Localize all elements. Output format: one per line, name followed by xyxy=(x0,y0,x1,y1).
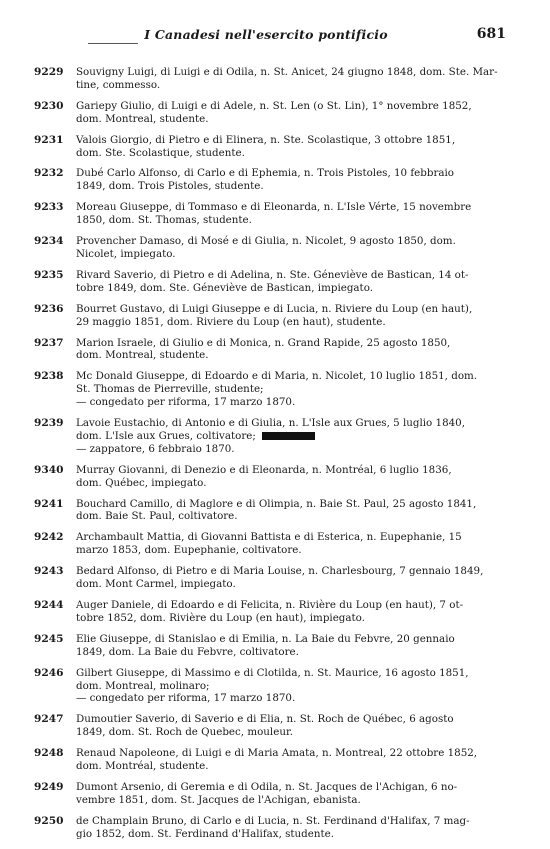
entry-text xyxy=(76,100,504,126)
register-entry xyxy=(34,417,504,456)
entry-number: 9234 xyxy=(34,235,64,248)
entry-line: dom. L'Isle aux Grues, coltivatore; xyxy=(76,430,504,443)
entry-line: tobre 1852, dom. Rivière du Loup (en haut), impiegato. xyxy=(76,611,365,624)
running-title: I Canadesi nell'esercito pontificio xyxy=(144,27,388,42)
entry-number: 9230 xyxy=(34,99,64,112)
entry-number: 9235 xyxy=(34,268,64,281)
page-number: 681 xyxy=(476,26,506,42)
entry-line: dom. Montreal, molinaro; xyxy=(76,679,210,692)
entry-number: 9340 xyxy=(34,463,64,476)
entry-line: dom. Québec, impiegato. xyxy=(76,476,207,489)
entry-number: 9243 xyxy=(34,565,64,578)
register-entry xyxy=(34,667,504,706)
register-entry xyxy=(34,633,504,659)
entry-text xyxy=(76,66,504,92)
entry-line: gio 1852, dom. St. Ferdinand d'Halifax, studente. xyxy=(76,827,335,840)
entry-text xyxy=(76,531,504,557)
register-entry xyxy=(34,565,504,591)
entry-line: Archambault Mattia, di Giovanni Battista e di Esterica, n. Eupephanie, 15 xyxy=(76,531,462,544)
entry-text xyxy=(76,713,504,739)
register-entry xyxy=(34,167,504,193)
entry-text xyxy=(76,201,504,227)
entry-text xyxy=(76,633,504,659)
entry-line: — congedato per riforma, 17 marzo 1870. xyxy=(76,396,296,409)
entry-number: 9238 xyxy=(34,370,64,383)
entry-line: Nicolet, impiegato. xyxy=(76,247,176,260)
entry-number: 9232 xyxy=(34,167,64,180)
entry-number: 9231 xyxy=(34,133,64,146)
entry-line: 29 maggio 1851, dom. Riviere du Loup (en haut), studente. xyxy=(76,315,386,328)
entry-line: dom. Baie St. Paul, coltivatore. xyxy=(76,510,238,523)
entry-line: Lavoie Eustachio, di Antonio e di Giulia, n. L'Isle aux Grues, 5 luglio 1840, xyxy=(76,417,465,430)
entry-text xyxy=(76,235,504,261)
entry-number: 9237 xyxy=(34,336,64,349)
register-entry xyxy=(34,303,504,329)
register-entry xyxy=(34,781,504,807)
page-header xyxy=(26,26,506,46)
entry-number: 9248 xyxy=(34,747,64,760)
entry-line: vembre 1851, dom. St. Jacques de l'Achigan, ebanista. xyxy=(76,793,361,806)
entry-number: 9242 xyxy=(34,531,64,544)
entry-text xyxy=(76,337,504,363)
register-entries xyxy=(34,66,504,849)
register-entry xyxy=(34,599,504,625)
entry-line: Gariepy Giulio, di Luigi e di Adele, n. St. Len (o St. Lin), 1° novembre 1852, xyxy=(76,99,472,112)
register-entry xyxy=(34,269,504,295)
entry-number: 9247 xyxy=(34,713,64,726)
entry-number: 9249 xyxy=(34,780,64,793)
entry-line: dom. Mont Carmel, impiegato. xyxy=(76,578,236,591)
register-entry xyxy=(34,235,504,261)
entry-line: 1849, dom. Trois Pistoles, studente. xyxy=(76,180,264,193)
register-entry xyxy=(34,66,504,92)
entry-line: dom. Montreal, studente. xyxy=(76,112,209,125)
entry-number: 9236 xyxy=(34,302,64,315)
register-entry xyxy=(34,100,504,126)
register-entry xyxy=(34,134,504,160)
entry-text xyxy=(76,417,504,456)
entry-number: 9239 xyxy=(34,417,64,430)
entry-line: Souvigny Luigi, di Luigi e di Odila, n. St. Anicet, 24 giugno 1848, dom. Ste. Mar- xyxy=(76,66,498,78)
entry-line: Elie Giuseppe, di Stanislao e di Emilia, n. La Baie du Febvre, 20 gennaio xyxy=(76,632,455,645)
entry-line: 1849, dom. La Baie du Febvre, coltivatore. xyxy=(76,645,299,658)
entry-text xyxy=(76,134,504,160)
entry-line: tobre 1849, dom. Ste. Géneviève de Bastican, impiegato. xyxy=(76,281,373,294)
entry-line: dom. Montreal, studente. xyxy=(76,349,209,362)
register-entry xyxy=(34,464,504,490)
entry-line: dom. Montréal, studente. xyxy=(76,760,209,773)
entry-number: 9244 xyxy=(34,599,64,611)
entry-line: Bourret Gustavo, di Luigi Giuseppe e di Lucia, n. Riviere du Loup (en haut), xyxy=(76,302,473,315)
register-entry xyxy=(34,201,504,227)
entry-line: Valois Giorgio, di Pietro e di Elinera, n. Ste. Scolastique, 3 ottobre 1851, xyxy=(76,133,456,146)
entry-text xyxy=(76,667,504,706)
entry-number: 9229 xyxy=(34,66,64,78)
entry-line: — congedato per riforma, 17 marzo 1870. xyxy=(76,692,296,705)
entry-line: de Champlain Bruno, di Carlo e di Lucia, n. St. Ferdinand d'Halifax, 7 mag- xyxy=(76,814,470,827)
register-entry xyxy=(34,337,504,363)
header-rule xyxy=(88,43,138,44)
entry-line: — zappatore, 6 febbraio 1870. xyxy=(76,442,235,455)
entry-line: Dumoutier Saverio, di Saverio e di Elia, n. St. Roch de Québec, 6 agosto xyxy=(76,713,454,726)
entry-number: 9233 xyxy=(34,201,64,214)
entry-line: Auger Daniele, di Edoardo e di Felicita, n. Rivière du Loup (en haut), 7 ot- xyxy=(76,599,464,611)
entry-text xyxy=(76,303,504,329)
entry-line: Murray Giovanni, di Denezio e di Eleonarda, n. Montréal, 6 luglio 1836, xyxy=(76,463,452,476)
entry-text xyxy=(76,815,504,841)
entry-number: 9246 xyxy=(34,666,64,679)
register-entry xyxy=(34,747,504,773)
entry-line: dom. Ste. Scolastique, studente. xyxy=(76,146,245,159)
entry-line: Bedard Alfonso, di Pietro e di Maria Louise, n. Charlesbourg, 7 gennaio 1849, xyxy=(76,565,484,578)
entry-text xyxy=(76,781,504,807)
register-entry xyxy=(34,815,504,841)
entry-line: St. Thomas de Pierreville, studente; xyxy=(76,383,264,396)
entry-line: Renaud Napoleone, di Luigi e di Maria Amata, n. Montreal, 22 ottobre 1852, xyxy=(76,747,478,760)
entry-text xyxy=(76,370,504,409)
entry-number: 9245 xyxy=(34,632,64,645)
entry-line: Rivard Saverio, di Pietro e di Adelina, n. Ste. Géneviève de Bastican, 14 ot- xyxy=(76,268,469,281)
entry-text xyxy=(76,269,504,295)
entry-line: Bouchard Camillo, di Maglore e di Olimpia, n. Baie St. Paul, 25 agosto 1841, xyxy=(76,497,477,510)
register-entry xyxy=(34,713,504,739)
entry-number: 9250 xyxy=(34,814,64,827)
entry-line: Moreau Giuseppe, di Tommaso e di Eleonarda, n. L'Isle Vérte, 15 novembre xyxy=(76,201,472,214)
entry-text xyxy=(76,565,504,591)
entry-line: Dubé Carlo Alfonso, di Carlo e di Ephemia, n. Trois Pistoles, 10 febbraio xyxy=(76,167,455,180)
entry-line: Gilbert Giuseppe, di Massimo e di Clotilda, n. St. Maurice, 16 agosto 1851, xyxy=(76,666,469,679)
entry-text xyxy=(76,599,504,625)
entry-line: Provencher Damaso, di Mosé e di Giulia, n. Nicolet, 9 agosto 1850, dom. xyxy=(76,235,456,248)
entry-number: 9241 xyxy=(34,497,64,510)
entry-text xyxy=(76,167,504,193)
entry-text xyxy=(76,747,504,773)
entry-line: 1850, dom. St. Thomas, studente. xyxy=(76,214,252,227)
entry-line: 1849, dom. St. Roch de Quebec, mouleur. xyxy=(76,726,294,739)
entry-text xyxy=(76,464,504,490)
entry-line: marzo 1853, dom. Eupephanie, coltivatore. xyxy=(76,544,302,557)
redaction-mark xyxy=(262,432,315,440)
register-entry xyxy=(34,531,504,557)
entry-line: tine, commesso. xyxy=(76,78,161,91)
entry-line: Marion Israele, di Giulio e di Monica, n. Grand Rapide, 25 agosto 1850, xyxy=(76,336,451,349)
register-entry xyxy=(34,498,504,524)
register-entry xyxy=(34,370,504,409)
entry-line: Mc Donald Giuseppe, di Edoardo e di Maria, n. Nicolet, 10 luglio 1851, dom. xyxy=(76,370,478,383)
entry-text xyxy=(76,498,504,524)
entry-line: Dumont Arsenio, di Geremia e di Odila, n. St. Jacques de l'Achigan, 6 no- xyxy=(76,780,458,793)
